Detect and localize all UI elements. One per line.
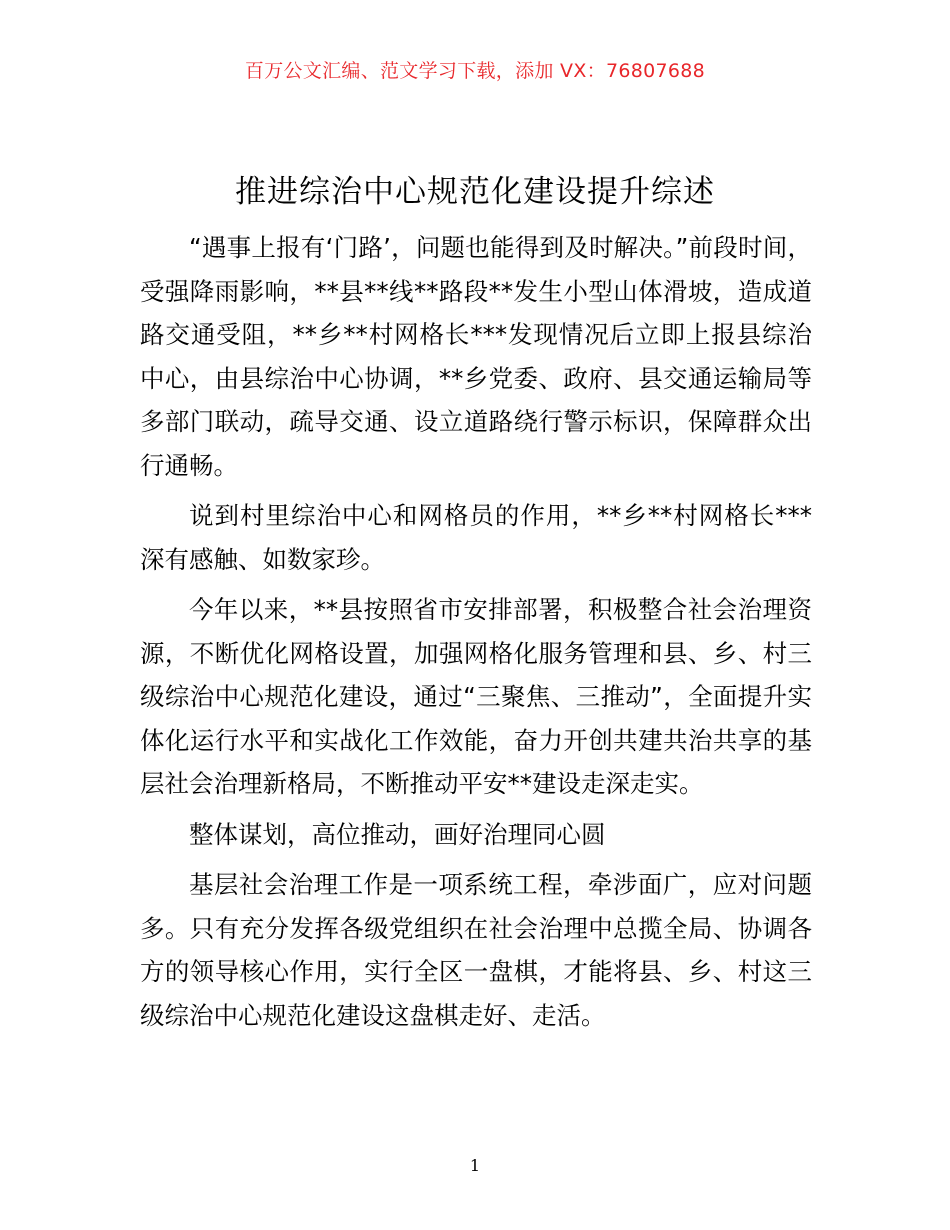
paragraph-2: 说到村里综治中心和网格员的作用，**乡**村网格长***深有感触、如数家珍。 bbox=[140, 501, 812, 574]
paragraph-1: “遇事上报有‘门路’，问题也能得到及时解决。”前段时间，受强降雨影响，**县**线**路段**发生小型山体滑坡，造成道路交通受阻，**乡**村网格长***发现情况后立即上报县综治中心，由县综治中心协调，**乡党委、政府、县交通运输局等多部门联动，疏导交通、设立道路绕行警示标识，保障群众出行通畅。 bbox=[140, 233, 812, 480]
document-title: 推进综治中心规范化建设提升综述 bbox=[235, 174, 715, 210]
paragraph-3: 今年以来，**县按照省市安排部署，积极整合社会治理资源，不断优化网格设置，加强网格化服务管理和县、乡、村三级综治中心规范化建设，通过“三聚焦、三推动”，全面提升实体化运行水平和实战化工作效能，奋力开创共建共治共享的基层社会治理新格局，不断推动平安**建设走深走实。 bbox=[140, 595, 812, 798]
header-banner: 百万公文汇编、范文学习下载，添加 VX：76807688 bbox=[244, 60, 706, 82]
section-heading: 整体谋划，高位推动，画好治理同心圆 bbox=[189, 819, 606, 849]
document-body bbox=[140, 226, 812, 1044]
page-number: 1 bbox=[469, 1156, 481, 1175]
paragraph-4: 基层社会治理工作是一项系统工程，牵涉面广，应对问题多。只有充分发挥各级党组织在社会治理中总揽全局、协调各方的领导核心作用，实行全区一盘棋，才能将县、乡、村这三级综治中心规范化建设这盘棋走好、走活。 bbox=[140, 870, 812, 1030]
